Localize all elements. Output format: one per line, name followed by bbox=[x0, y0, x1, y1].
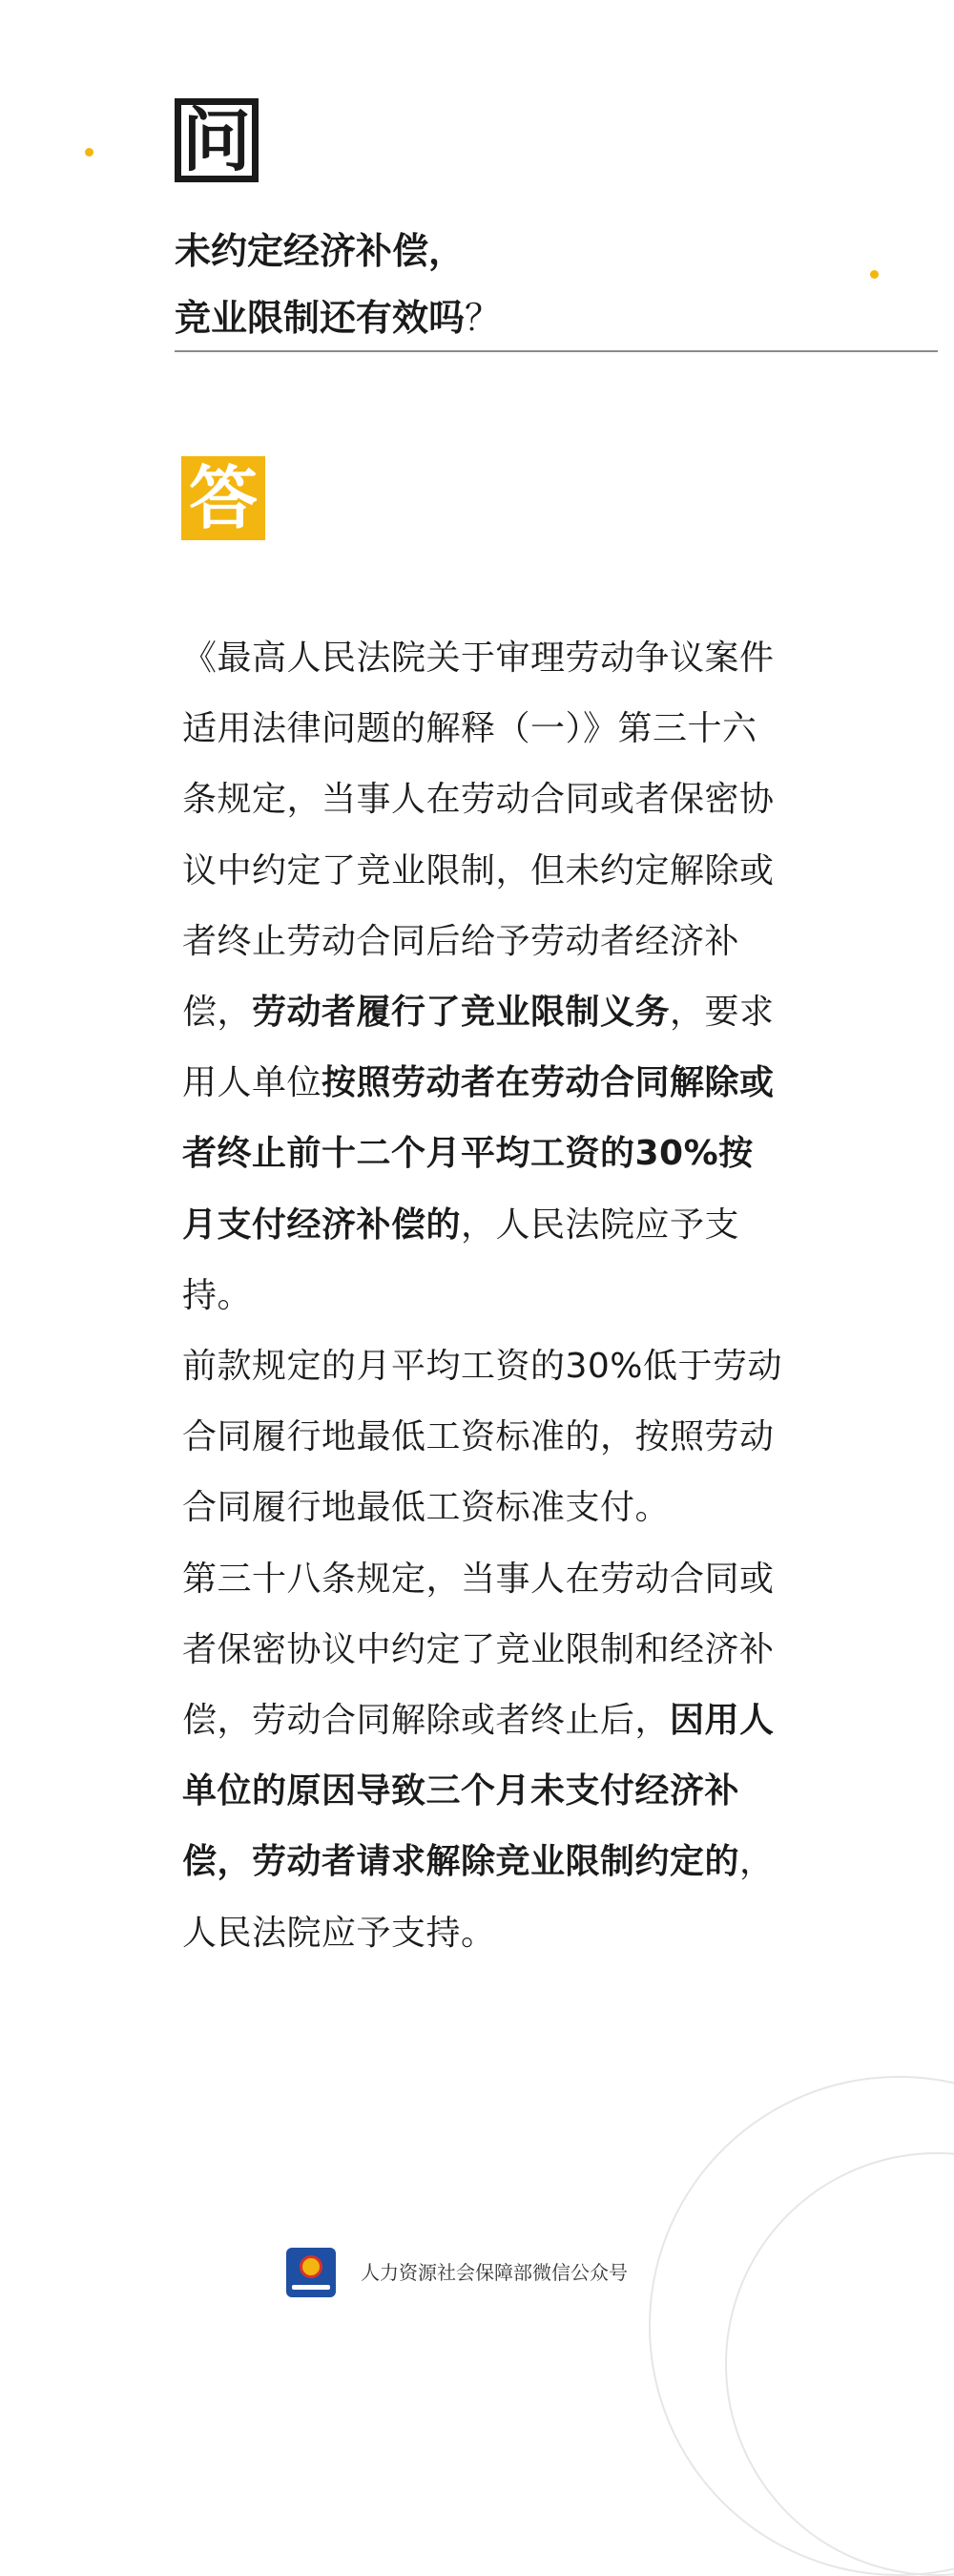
answer-label: 答 bbox=[188, 457, 258, 538]
emblem-caption-bar bbox=[292, 2285, 330, 2290]
answer-p1-text-3: ，人民法院应予支持。 bbox=[182, 1204, 740, 1315]
answer-p1-text-1: 《最高人民法院关于审理劳动争议案件适用法律问题的解释（一）》第三十六条规定，当事人在劳动合同或者保密协议中约定了竞业限制，但未约定解除或者终止劳动合同后给予劳动者经济补偿， bbox=[182, 639, 775, 1033]
emblem-seal bbox=[300, 2255, 322, 2278]
mohrss-emblem-icon bbox=[286, 2248, 336, 2297]
question-line-1: 未约定经济补偿， bbox=[175, 230, 466, 272]
answer-p1-text-2: ，要求用人单位 bbox=[182, 993, 775, 1103]
answer-p3-text-2: ，人民法院应予支持。 bbox=[182, 1842, 775, 1953]
answer-p3-text-1: 第三十八条规定，当事人在劳动合同或者保密协议中约定了竞业限制和经济补偿，劳动合同解除或者终止后， bbox=[182, 1559, 775, 1741]
answer-paragraph-3 bbox=[182, 1544, 783, 1969]
answer-p1-bold-1: 劳动者履行了竞业限制义务 bbox=[252, 993, 671, 1033]
question-title bbox=[175, 218, 900, 351]
answer-body bbox=[182, 623, 783, 1969]
decorative-dot bbox=[85, 148, 93, 157]
question-label-box bbox=[175, 98, 259, 182]
footer bbox=[286, 2248, 628, 2297]
answer-p3-bold-1: 因用人单位的原因导致三个月未支付经济补偿，劳动者请求解除竞业限制约定的 bbox=[182, 1701, 775, 1882]
answer-paragraph-1 bbox=[182, 623, 783, 1331]
question-line-2 bbox=[175, 284, 900, 351]
question-line-2-text: 竞业限制还有效吗 bbox=[175, 297, 466, 339]
footer-account-name: 人力资源社会保障部微信公众号 bbox=[361, 2261, 628, 2284]
divider bbox=[175, 350, 938, 352]
answer-p1-bold-2: 按照劳动者在劳动合同解除或者终止前十二个月平均工资的30%按月支付经济补偿的 bbox=[182, 1063, 775, 1245]
question-mark: ？ bbox=[465, 297, 502, 339]
answer-paragraph-2: 前款规定的月平均工资的30%低于劳动合同履行地最低工资标准的，按照劳动合同履行地最低工资标准支付。 bbox=[182, 1347, 783, 1528]
question-label: 问 bbox=[181, 99, 251, 180]
answer-label-box bbox=[181, 456, 265, 540]
